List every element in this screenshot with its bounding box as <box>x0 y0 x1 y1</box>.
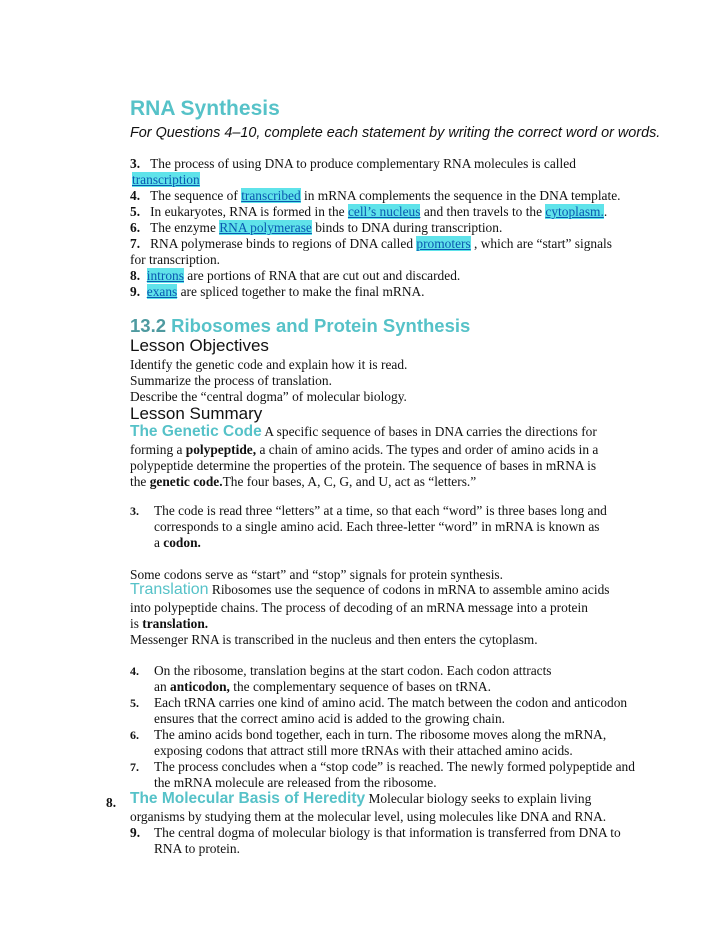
genetic-code-heading: The Genetic Code <box>130 423 262 440</box>
list-item-continued: exposing codons that attract still more tRNAs with their attached amino acids. <box>154 743 573 758</box>
question-7-continued: for transcription. <box>130 252 220 267</box>
objective-2: Summarize the process of translation. <box>130 373 332 388</box>
list-item-continued: an anticodon, the complementary sequence of bases on tRNA. <box>154 679 491 694</box>
question-number: 5. <box>130 204 141 219</box>
question-number: 6. <box>130 220 141 235</box>
start-stop-text: Some codons serve as “start” and “stop” signals for protein synthesis. <box>130 567 503 582</box>
question-number: 7. <box>130 236 141 251</box>
summary-heading: Lesson Summary <box>130 404 263 423</box>
question-6: 6. The enzyme RNA polymerase binds to DNA during transcription. <box>130 220 503 235</box>
section-number: 13.2 <box>130 315 167 336</box>
list-item-continued: a codon. <box>154 535 201 550</box>
objective-3: Describe the “central dogma” of molecular biology. <box>130 389 407 404</box>
list-item-continued: the mRNA molecule are released from the ribosome. <box>154 775 437 790</box>
question-text: The process of using DNA to produce complementary RNA molecules is called <box>150 156 576 171</box>
genetic-code-line-1: The Genetic Code A specific sequence of bases in DNA carries the directions for <box>130 423 597 440</box>
answer-promoters[interactable]: promoters <box>416 236 471 251</box>
question-9: 9. exans are spliced together to make the final mRNA. <box>130 284 425 299</box>
translation-heading: Translation <box>130 581 209 598</box>
answer-transcription[interactable]: transcription <box>132 172 200 187</box>
objective-1: Identify the genetic code and explain how it is read. <box>130 357 408 372</box>
question-4: 4. The sequence of transcribed in mRNA complements the sequence in the DNA template. <box>130 188 621 203</box>
question-number: 9. <box>130 284 141 299</box>
list-item-continued: ensures that the correct amino acid is added to the growing chain. <box>154 711 506 726</box>
heredity-line-1: The Molecular Basis of Heredity Molecular biology seeks to explain living <box>130 790 592 807</box>
answer-transcribed[interactable]: transcribed <box>241 188 301 203</box>
page-title: RNA Synthesis <box>130 97 280 120</box>
list-item: 6. The amino acids bond together, each in turn. The ribosome moves along the mRNA, <box>130 727 607 742</box>
question-3 <box>130 156 576 172</box>
translation-line-4: Messenger RNA is transcribed in the nucleus and then enters the cytoplasm. <box>130 632 538 647</box>
question-7: 7. RNA polymerase binds to regions of DNA called promoters , which are “start” signals <box>130 236 612 251</box>
list-item: 3. The code is read three “letters” at a time, so that each “word” is three bases long and <box>130 503 607 518</box>
list-item-continued: corresponds to a single amino acid. Each three-letter “word” in mRNA is known as <box>154 519 600 534</box>
question-number: 4. <box>130 188 141 203</box>
genetic-code-line-4: the genetic code.The four bases, A, C, G, and U, act as “letters.” <box>130 474 477 489</box>
list-item: 4. On the ribosome, translation begins at the start codon. Each codon attracts <box>130 663 552 678</box>
list-item: 5. Each tRNA carries one kind of amino acid. The match between the codon and anticodon <box>130 695 628 710</box>
translation-line-3: is translation. <box>130 616 209 631</box>
genetic-code-line-2: forming a polypeptide, a chain of amino acids. The types and order of amino acids in a <box>130 442 599 457</box>
question-number: 3. <box>130 156 141 171</box>
objectives-heading: Lesson Objectives <box>130 336 269 355</box>
question-8: 8. introns are portions of RNA that are cut out and discarded. <box>130 268 461 283</box>
list-item: 9. The central dogma of molecular biology is that information is transferred from DNA to <box>130 825 621 840</box>
translation-line-2: into polypeptide chains. The process of decoding of an mRNA message into a protein <box>130 600 588 615</box>
answer-exans[interactable]: exans <box>146 284 178 299</box>
heredity-heading: The Molecular Basis of Heredity <box>130 790 366 807</box>
heredity-number: 8. <box>106 795 117 810</box>
section-title: Ribosomes and Protein Synthesis <box>171 315 471 336</box>
heredity-line-2: organisms by studying them at the molecular level, using molecules like DNA and RNA. <box>130 809 607 824</box>
instructions: For Questions 4–10, complete each statement by writing the correct word or words. <box>130 125 661 141</box>
genetic-code-line-3: polypeptide determine the properties of the protein. The sequence of bases in mRNA is <box>130 458 597 473</box>
answer-cytoplasm[interactable]: cytoplasm. <box>545 204 604 219</box>
list-item: 7. The process concludes when a “stop code” is reached. The newly formed polypeptide and <box>130 759 635 774</box>
list-item-continued: RNA to protein. <box>154 841 240 856</box>
question-5: 5. In eukaryotes, RNA is formed in the cell’s nucleus and then travels to the cytoplasm.. <box>130 204 608 219</box>
answer-cells-nucleus[interactable]: cell’s nucleus <box>347 204 421 219</box>
question-number: 8. <box>130 268 141 283</box>
answer-introns[interactable]: introns <box>146 268 184 283</box>
answer-rna-polymerase[interactable]: RNA polymerase <box>219 220 312 235</box>
translation-line-1: Translation Ribosomes use the sequence of codons in mRNA to assemble amino acids <box>130 581 610 598</box>
